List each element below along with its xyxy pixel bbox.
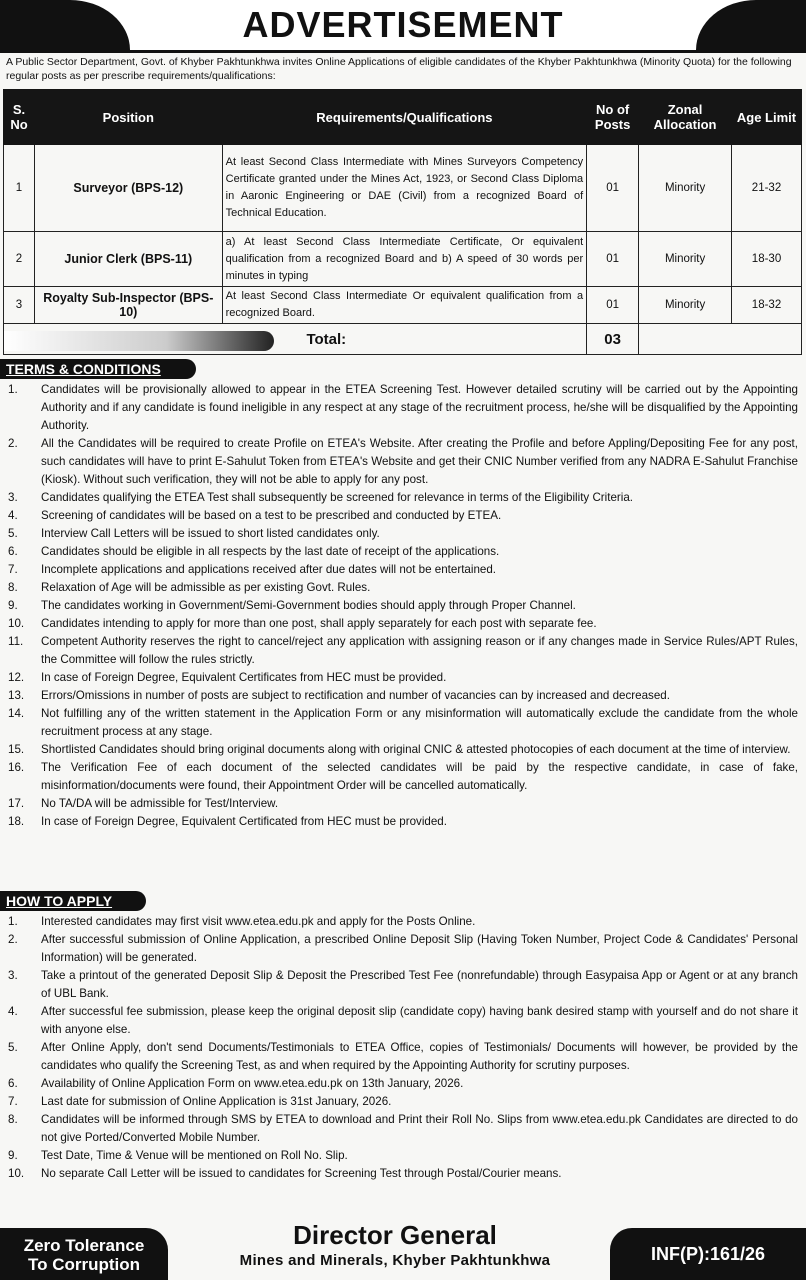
list-item — [0, 705, 806, 741]
reference-number: INF(P):161/26 — [610, 1228, 806, 1280]
list-item-text: Last date for submission of Online Application is 31st January, 2026. — [41, 1095, 392, 1108]
list-item-text: The candidates working in Government/Semi-Government bodies should apply through Proper Channel. — [41, 599, 576, 612]
list-item-number: 1. — [8, 915, 18, 928]
list-item — [0, 913, 806, 931]
list-item-text: All the Candidates will be required to create Profile on ETEA's Website. After creating the Profile and before Appling/Depositing Fee for any post, such candidates will have to print E-Sahulut Token from ETEA's Website and get their CNIC Number verified from any NADRA E-Sahulut Franchise (Kiosk). Without such verification, they will not be able to apply for any post. — [41, 437, 798, 486]
list-item-number: 7. — [8, 563, 18, 576]
list-item — [0, 669, 806, 687]
list-item-number: 10. — [8, 1167, 25, 1180]
list-item-number: 3. — [8, 969, 18, 982]
cell-position: Surveyor (BPS-12) — [34, 145, 222, 232]
list-item-text: Availability of Online Application Form on www.etea.edu.pk on 13th January, 2026. — [41, 1077, 464, 1090]
list-item-number: 15. — [8, 743, 25, 756]
list-item — [0, 741, 806, 759]
apply-list — [0, 913, 806, 1183]
list-item-number: 2. — [8, 933, 18, 946]
table-row — [4, 145, 802, 232]
col-header-posts: No of Posts — [587, 90, 639, 145]
cell-sno: 1 — [4, 145, 35, 232]
list-item-number: 4. — [8, 509, 18, 522]
cell-requirements: a) At least Second Class Intermediate Certificate, Or equivalent qualification from a recognized Board and b) A speed of 30 words per minutes in typing — [222, 232, 587, 287]
col-header-sno: S. No — [4, 90, 35, 145]
list-item-number: 5. — [8, 527, 18, 540]
list-item-number: 17. — [8, 797, 25, 810]
list-item — [0, 579, 806, 597]
cell-sno: 3 — [4, 287, 35, 324]
list-item-number: 6. — [8, 545, 18, 558]
list-item-text: Interview Call Letters will be issued to short listed candidates only. — [41, 527, 380, 540]
list-item-number: 2. — [8, 437, 18, 450]
list-item-text: Take a printout of the generated Deposit Slip & Deposit the Prescribed Test Fee (nonrefundable) through Easypaisa App or Agent or at any branch of UBL Bank. — [41, 969, 798, 1000]
list-item — [0, 1075, 806, 1093]
signatory-department: Mines and Minerals, Khyber Pakhtunkhwa — [239, 1252, 551, 1269]
list-item — [0, 795, 806, 813]
list-item-number: 7. — [8, 1095, 18, 1108]
intro-text: A Public Sector Department, Govt. of Khyber Pakhtunkhwa invites Online Applications of eligible candidates of the Khyber Pakhtunkhwa (Minority Quota) for the following regular posts as per prescribe requirements/qualifications: — [6, 56, 792, 82]
table-row — [4, 287, 802, 324]
list-item — [0, 543, 806, 561]
list-item-text: No TA/DA will be admissible for Test/Interview. — [41, 797, 279, 810]
table-row — [4, 232, 802, 287]
list-item — [0, 687, 806, 705]
list-item-text: The Verification Fee of each document of the selected candidates will be paid by the respective candidate, in case of fake, misinformation/documents were found, their Appointment Order will be cancelled automatically. — [41, 761, 798, 792]
col-header-age: Age Limit — [732, 90, 802, 145]
list-item — [0, 489, 806, 507]
total-value: 03 — [587, 324, 639, 355]
list-item — [0, 931, 806, 967]
cell-posts: 01 — [587, 232, 639, 287]
list-item — [0, 813, 806, 831]
list-item-text: Shortlisted Candidates should bring original documents along with original CNIC & attested photocopies of each document at the time of interview. — [41, 743, 791, 756]
list-item-text: Candidates intending to apply for more than one post, shall apply separately for each post with separate fee. — [41, 617, 597, 630]
list-item-number: 11. — [8, 635, 24, 648]
total-blank — [639, 324, 802, 355]
list-item-text: After successful fee submission, please keep the original deposit slip (candidate copy) having bank desired stamp with yourself and do not share it with anyone else. — [41, 1005, 798, 1036]
list-item — [0, 1111, 806, 1147]
list-item — [0, 633, 806, 669]
list-item-text: In case of Foreign Degree, Equivalent Certificates from HEC must be provided. — [41, 671, 447, 684]
total-decor-bar — [4, 331, 274, 351]
zero-tolerance-line1: Zero Tolerance — [23, 1236, 145, 1255]
signatory-block — [175, 1220, 615, 1272]
list-item-text: Test Date, Time & Venue will be mentioned on Roll No. Slip. — [41, 1149, 348, 1162]
cell-zone: Minority — [639, 232, 732, 287]
list-item — [0, 525, 806, 543]
table-header-row — [4, 90, 802, 145]
cell-age: 18-30 — [732, 232, 802, 287]
list-item — [0, 1093, 806, 1111]
cell-age: 21-32 — [732, 145, 802, 232]
list-item-text: Screening of candidates will be based on a test to be prescribed and conducted by ETEA. — [41, 509, 502, 522]
list-item-number: 12. — [8, 671, 25, 684]
terms-heading: TERMS & CONDITIONS — [0, 359, 196, 379]
list-item-text: Competent Authority reserves the right to cancel/reject any application with assigning reason or if any changes made in Service Rules/APT Rules, the Committee will follow the rules strictly. — [41, 635, 798, 666]
list-item — [0, 1147, 806, 1165]
list-item — [0, 759, 806, 795]
list-item-number: 9. — [8, 1149, 18, 1162]
cell-position: Royalty Sub-Inspector (BPS-10) — [34, 287, 222, 324]
header-banner — [0, 0, 806, 50]
list-item — [0, 381, 806, 435]
list-item-text: Candidates should be eligible in all respects by the last date of receipt of the applications. — [41, 545, 500, 558]
list-item — [0, 507, 806, 525]
list-item-text: Interested candidates may first visit www.etea.edu.pk and apply for the Posts Online. — [41, 915, 476, 928]
cell-zone: Minority — [639, 145, 732, 232]
list-item-number: 10. — [8, 617, 25, 630]
list-item-number: 13. — [8, 689, 25, 702]
cell-posts: 01 — [587, 287, 639, 324]
cell-age: 18-32 — [732, 287, 802, 324]
page-title: ADVERTISEMENT — [242, 4, 564, 45]
apply-heading: HOW TO APPLY — [0, 891, 146, 911]
list-item — [0, 1003, 806, 1039]
list-item — [0, 597, 806, 615]
list-item-text: No separate Call Letter will be issued to candidates for Screening Test through Postal/Courier means. — [41, 1167, 562, 1180]
list-item-text: In case of Foreign Degree, Equivalent Certificated from HEC must be provided. — [41, 815, 447, 828]
col-header-zone: Zonal Allocation — [639, 90, 732, 145]
list-item-text: Errors/Omissions in number of posts are subject to rectification and number of vacancies can by increased and decreased. — [41, 689, 670, 702]
list-item-number: 4. — [8, 1005, 18, 1018]
zero-tolerance-line2: To Corruption — [27, 1255, 141, 1274]
list-item — [0, 561, 806, 579]
cell-zone: Minority — [639, 287, 732, 324]
list-item-text: After successful submission of Online Application, a prescribed Online Deposit Slip (Having Token Number, Project Code & Candidates' Personal Information) will be generated. — [41, 933, 798, 964]
list-item — [0, 1165, 806, 1183]
list-item-number: 6. — [8, 1077, 18, 1090]
header-divider — [0, 50, 806, 53]
posts-table — [3, 89, 802, 355]
zero-tolerance-badge — [0, 1228, 168, 1280]
cell-requirements: At least Second Class Intermediate Or equivalent qualification from a recognized Board. — [222, 287, 587, 324]
list-item — [0, 435, 806, 489]
list-item-text: Not fulfilling any of the written statement in the Application Form or any misinformation will automatically exclude the candidate from the whole recruitment process at any stage. — [41, 707, 798, 738]
list-item-number: 9. — [8, 599, 18, 612]
list-item-number: 5. — [8, 1041, 18, 1054]
list-item-text: Candidates will be informed through SMS by ETEA to download and Print their Roll No. Slips from www.etea.edu.pk Candidates are directed to do not give Ported/Converted Mobile Number. — [41, 1113, 798, 1144]
total-label: Total: — [4, 324, 587, 355]
cell-posts: 01 — [587, 145, 639, 232]
list-item-text: Candidates qualifying the ETEA Test shall subsequently be screened for relevance in terms of the Eligibility Criteria. — [41, 491, 634, 504]
col-header-position: Position — [34, 90, 222, 145]
list-item-text: Incomplete applications and applications received after due dates will not be entertained. — [41, 563, 497, 576]
list-item-text: Candidates will be provisionally allowed to appear in the ETEA Screening Test. However detailed scrutiny will be carried out by the Appointing Authority and if any candidate is found ineligible in any respect at any stage of the recruitment process, he/she will be disqualified by the Appointing Authority. — [41, 383, 798, 432]
list-item — [0, 967, 806, 1003]
list-item-number: 8. — [8, 1113, 18, 1126]
list-item-number: 16. — [8, 761, 25, 774]
list-item — [0, 1039, 806, 1075]
list-item-number: 8. — [8, 581, 18, 594]
cell-sno: 2 — [4, 232, 35, 287]
signatory-title: Director General — [293, 1220, 497, 1250]
list-item-number: 3. — [8, 491, 18, 504]
list-item-number: 1. — [8, 383, 18, 396]
list-item-number: 18. — [8, 815, 25, 828]
list-item-text: After Online Apply, don't send Documents/Testimonials to ETEA Office, copies of Testimonials/ Documents will however, be provided by the candidates who qualify the Screening Test, as and when required by the Appointing Authority for scrutiny purposes. — [41, 1041, 798, 1072]
list-item-number: 14. — [8, 707, 25, 720]
list-item-text: Relaxation of Age will be admissible as per existing Govt. Rules. — [41, 581, 371, 594]
terms-list — [0, 381, 806, 831]
cell-position: Junior Clerk (BPS-11) — [34, 232, 222, 287]
list-item — [0, 615, 806, 633]
col-header-requirements: Requirements/Qualifications — [222, 90, 587, 145]
cell-requirements: At least Second Class Intermediate with Mines Surveyors Competency Certificate granted under the Mines Act, 1923, or Second Class Diploma in Aaronic Engineering or DAE (Civil) from a recognized Board of Technical Education. — [222, 145, 587, 232]
